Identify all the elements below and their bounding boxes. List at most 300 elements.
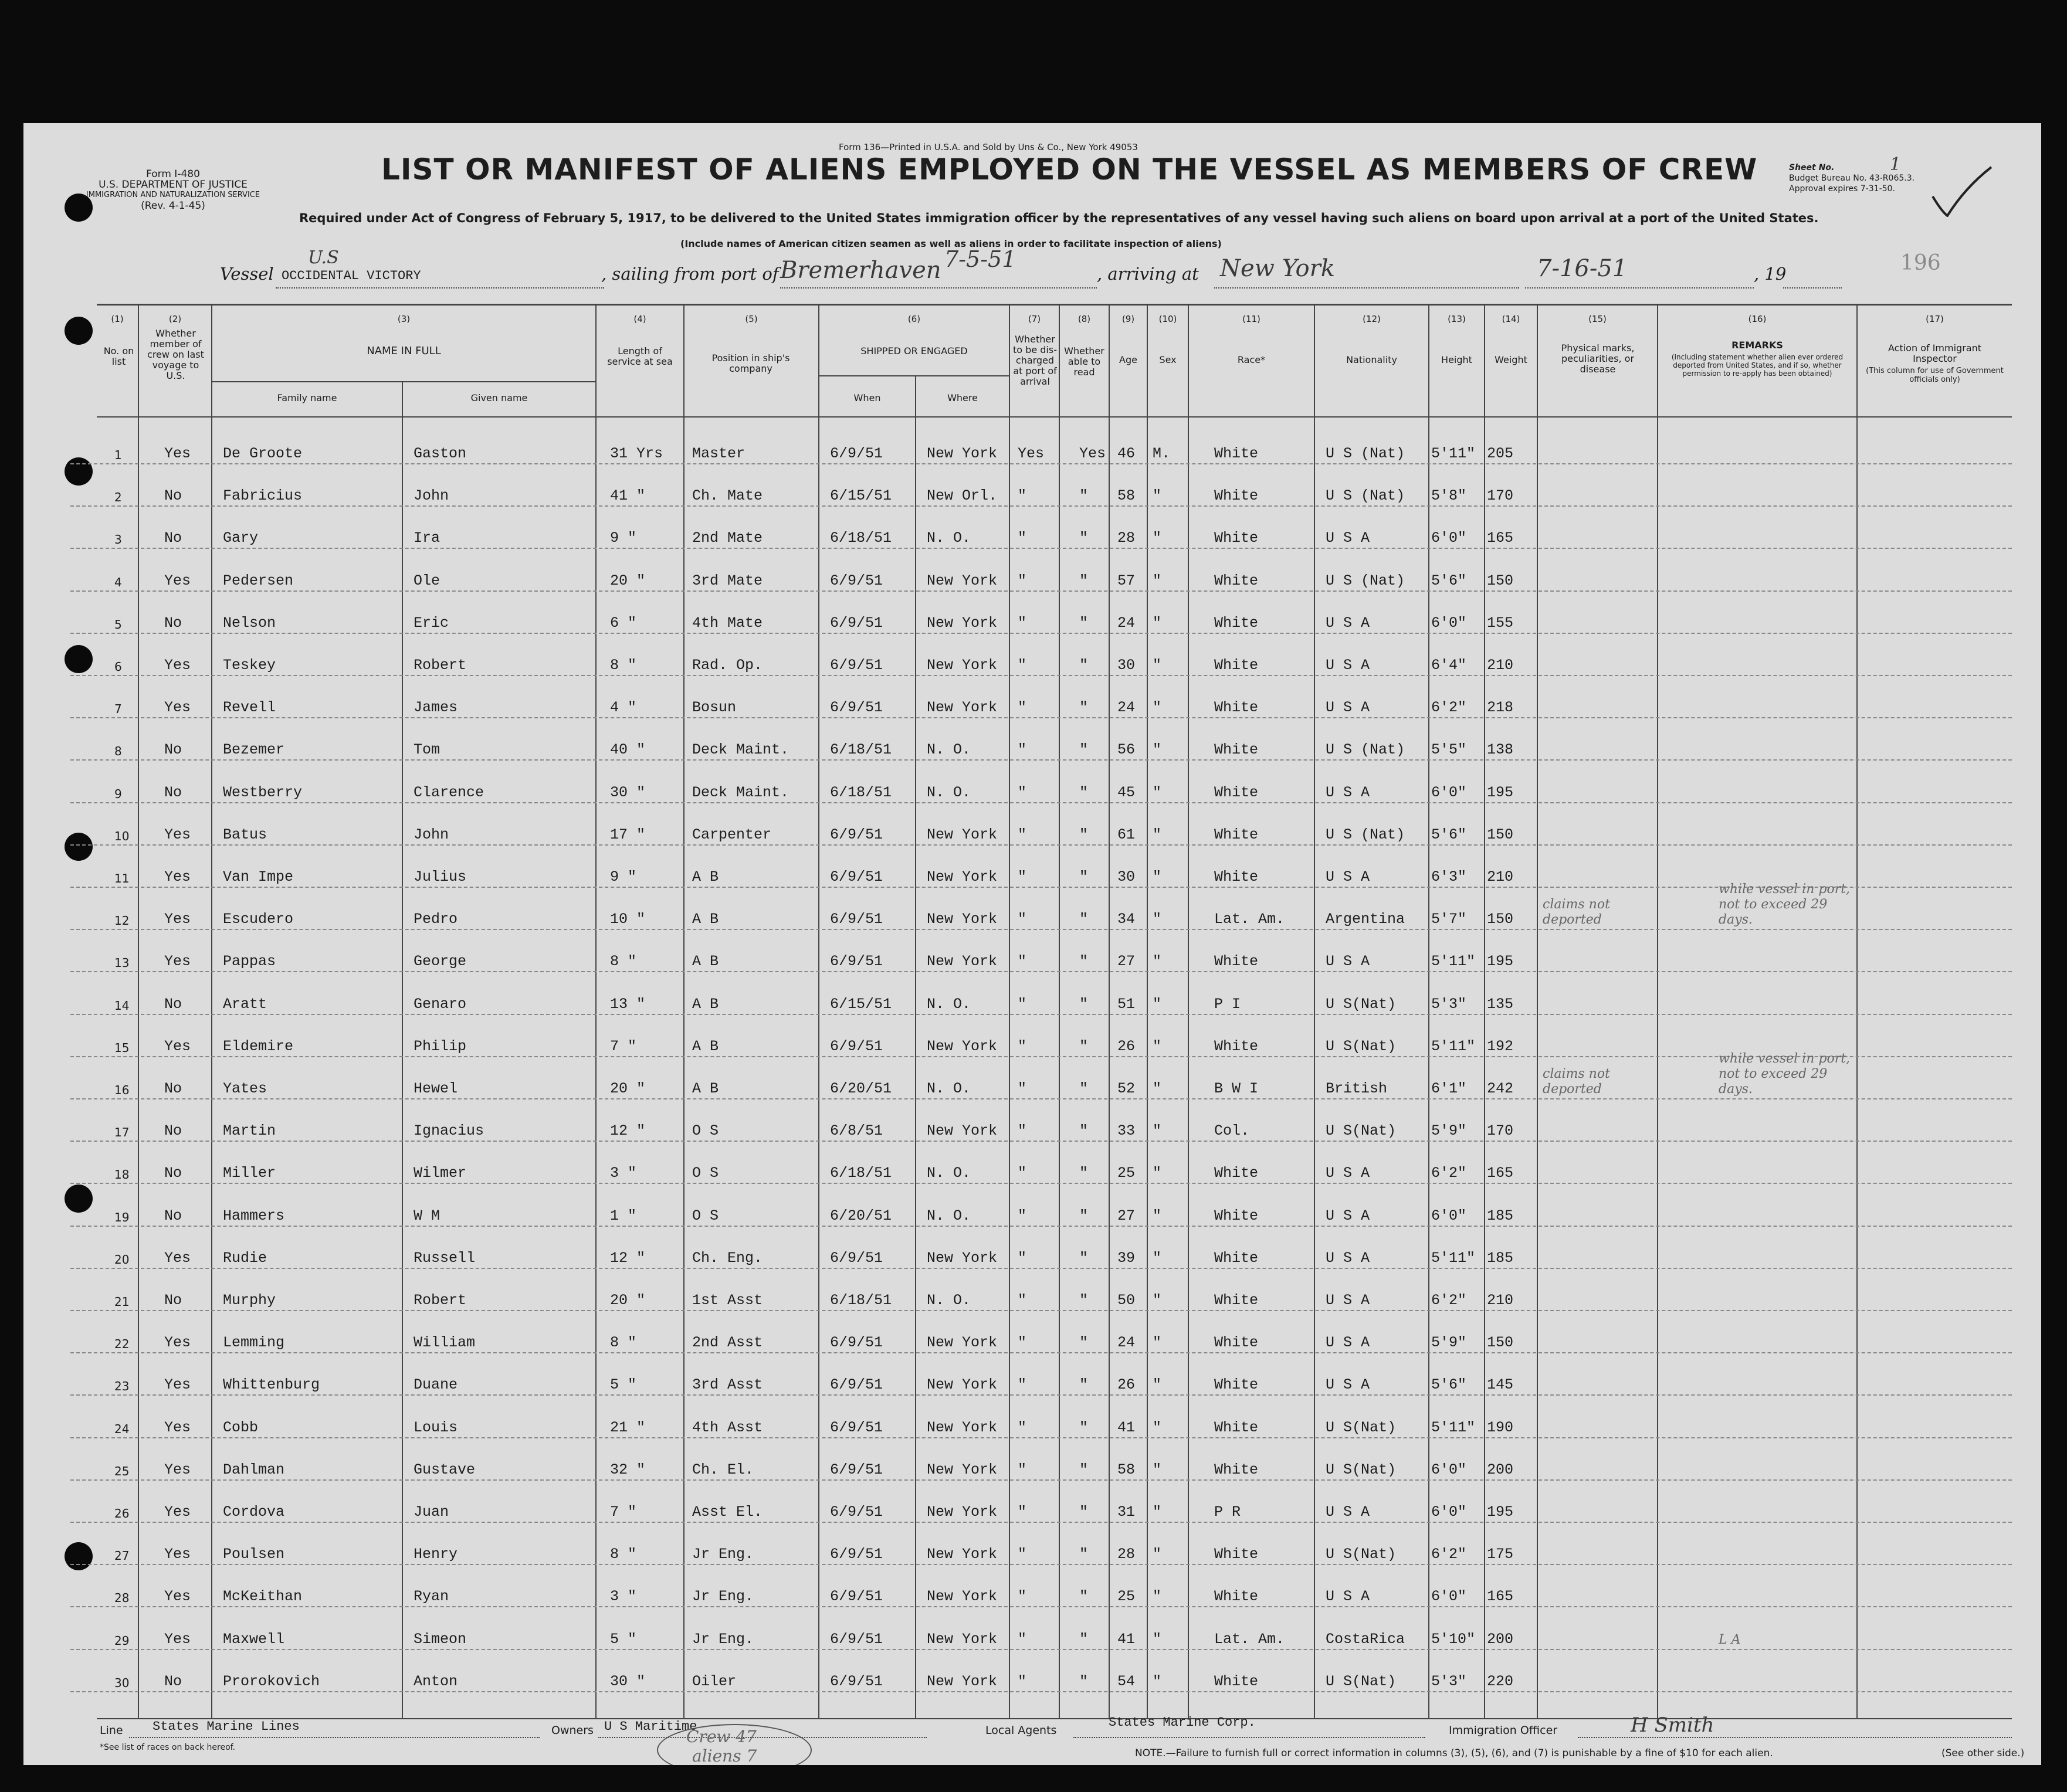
given-name: Duane xyxy=(414,1376,458,1394)
given-name: Simeon xyxy=(414,1630,467,1648)
height: 5'7" xyxy=(1431,911,1467,928)
vessel-label: Vessel xyxy=(220,264,274,284)
weight: 150 xyxy=(1487,826,1514,843)
crew-note-1: Crew 47 xyxy=(686,1727,757,1746)
row-number: 2 xyxy=(114,490,122,505)
sex: " xyxy=(1153,826,1162,843)
shipped-where: New Orl. xyxy=(927,487,998,505)
length-of-service: 30 " xyxy=(610,1672,646,1690)
able-to-read: " xyxy=(1079,868,1089,885)
sex: " xyxy=(1153,487,1162,505)
col-header-given: Given name xyxy=(470,392,528,403)
age: 57 xyxy=(1117,572,1136,589)
crew-previous-voyage: Yes xyxy=(164,1588,191,1606)
see-other-side: (See other side.) xyxy=(1941,1747,2025,1759)
row-number: 21 xyxy=(114,1295,130,1309)
length-of-service: 8 " xyxy=(610,953,637,970)
height: 5'9" xyxy=(1431,1334,1467,1352)
ship-position: Deck Maint. xyxy=(692,783,789,801)
shipped-where: New York xyxy=(927,1546,998,1563)
weight: 220 xyxy=(1487,1672,1514,1690)
crew-previous-voyage: No xyxy=(164,995,182,1013)
crew-previous-voyage: Yes xyxy=(164,657,191,674)
discharged-at-arrival: " xyxy=(1018,995,1027,1013)
table-row xyxy=(23,1614,2041,1655)
weight: 200 xyxy=(1487,1461,1514,1478)
table-row xyxy=(23,809,2041,850)
shipped-when: 6/9/51 xyxy=(830,1461,883,1478)
given-name: Tom xyxy=(414,741,440,759)
nationality: U S A xyxy=(1326,1376,1370,1394)
discharged-at-arrival: " xyxy=(1018,1249,1027,1267)
table-row xyxy=(23,1656,2041,1697)
table-row xyxy=(23,1317,2041,1358)
service: IMMIGRATION AND NATURALIZATION SERVICE xyxy=(86,191,260,199)
ship-position: 2nd Asst xyxy=(692,1334,763,1352)
remarks: while vessel in port, not to exceed 29 days. xyxy=(1719,882,1851,928)
given-name: Eric xyxy=(414,614,449,632)
ship-position: 4th Asst xyxy=(692,1418,763,1436)
sailing-port: Bremerhaven xyxy=(780,257,941,284)
crew-previous-voyage: Yes xyxy=(164,953,191,970)
discharged-at-arrival: " xyxy=(1018,1630,1027,1648)
approval-expiry: Approval expires 7-31-50. xyxy=(1789,184,1895,194)
col-header-where: Where xyxy=(947,392,978,403)
weight: 210 xyxy=(1487,657,1514,674)
printer-note: Form 136—Printed in U.S.A. and Sold by Uns & Co., New York 49053 xyxy=(839,142,1138,152)
given-name: George xyxy=(414,953,467,970)
discharged-at-arrival: " xyxy=(1018,487,1027,505)
length-of-service: 4 " xyxy=(610,699,637,717)
given-name: Henry xyxy=(414,1546,458,1563)
able-to-read: " xyxy=(1079,826,1089,843)
able-to-read: " xyxy=(1079,530,1089,547)
race: White xyxy=(1214,1672,1259,1690)
row-number: 8 xyxy=(114,744,122,759)
given-name: Gaston xyxy=(414,445,467,462)
col-num-13: (13) xyxy=(1448,314,1466,324)
sex: " xyxy=(1153,1376,1162,1394)
age: 24 xyxy=(1117,699,1136,717)
family-name: Batus xyxy=(223,826,267,843)
family-name: Prorokovich xyxy=(223,1672,320,1690)
sex: " xyxy=(1153,953,1162,970)
crew-note-2: aliens 7 xyxy=(692,1746,757,1765)
shipped-when: 6/15/51 xyxy=(830,995,892,1013)
race: White xyxy=(1214,1165,1259,1182)
sex: " xyxy=(1153,1334,1162,1352)
discharged-at-arrival: " xyxy=(1018,783,1027,801)
col-num-7: (7) xyxy=(1028,314,1041,324)
discharged-at-arrival: " xyxy=(1018,1376,1027,1394)
weight: 170 xyxy=(1487,487,1514,505)
nationality: U S A xyxy=(1326,1503,1370,1521)
col-num-3: (3) xyxy=(397,314,411,324)
given-name: Clarence xyxy=(414,783,484,801)
able-to-read: " xyxy=(1079,1461,1089,1478)
col-header-read: Whether able to read xyxy=(1064,345,1104,378)
sex: " xyxy=(1153,1630,1162,1648)
race: White xyxy=(1214,572,1259,589)
crew-previous-voyage: No xyxy=(164,1080,182,1097)
shipped-where: New York xyxy=(927,657,998,674)
shipped-when: 6/9/51 xyxy=(830,1376,883,1394)
subtitle-note: (Include names of American citizen seamen as well as aliens in order to facilitate inspection of aliens) xyxy=(680,238,1222,249)
stamp-number: 196 xyxy=(1900,251,1941,275)
able-to-read: " xyxy=(1079,741,1089,759)
weight: 145 xyxy=(1487,1376,1514,1394)
family-name: De Groote xyxy=(223,445,303,462)
shipped-when: 6/9/51 xyxy=(830,1418,883,1436)
department: U.S. DEPARTMENT OF JUSTICE xyxy=(99,179,248,191)
nationality: U S A xyxy=(1326,1334,1370,1352)
family-name: Van Impe xyxy=(223,868,294,885)
age: 33 xyxy=(1117,1122,1136,1140)
shipped-where: New York xyxy=(927,953,998,970)
checkmark-icon xyxy=(1930,164,1994,217)
length-of-service: 9 " xyxy=(610,530,637,547)
table-row xyxy=(23,767,2041,808)
age: 39 xyxy=(1117,1249,1136,1267)
shipped-where: New York xyxy=(927,1037,998,1055)
row-number: 25 xyxy=(114,1464,130,1478)
shipped-where: New York xyxy=(927,1461,998,1478)
table-row xyxy=(23,1105,2041,1146)
discharged-at-arrival: " xyxy=(1018,1588,1027,1606)
ship-position: Ch. Eng. xyxy=(692,1249,763,1267)
table-row xyxy=(23,1148,2041,1189)
table-row xyxy=(23,882,2041,935)
able-to-read: " xyxy=(1079,953,1089,970)
discharged-at-arrival: " xyxy=(1018,699,1027,717)
row-number: 22 xyxy=(114,1337,130,1352)
family-name: Escudero xyxy=(223,911,294,928)
row-number: 28 xyxy=(114,1591,130,1606)
col-header-nationality: Nationality xyxy=(1346,354,1397,365)
given-name: James xyxy=(414,699,458,717)
length-of-service: 5 " xyxy=(610,1630,637,1648)
crew-previous-voyage: Yes xyxy=(164,699,191,717)
given-name: Philip xyxy=(414,1037,467,1055)
row-number: 29 xyxy=(114,1633,130,1648)
shipped-when: 6/18/51 xyxy=(830,1292,892,1309)
shipped-when: 6/18/51 xyxy=(830,741,892,759)
row-number: 19 xyxy=(114,1210,130,1224)
length-of-service: 8 " xyxy=(610,657,637,674)
row-number: 3 xyxy=(114,532,122,547)
length-of-service: 9 " xyxy=(610,868,637,885)
discharged-at-arrival: " xyxy=(1018,1122,1027,1140)
col-header-name: NAME IN FULL xyxy=(367,345,441,357)
shipped-when: 6/9/51 xyxy=(830,1672,883,1690)
agents-value: States Marine Corp. xyxy=(1109,1715,1256,1730)
age: 26 xyxy=(1117,1037,1136,1055)
col-header-marks: Physical marks, peculiarities, or disease xyxy=(1561,342,1635,375)
nationality: U S A xyxy=(1326,530,1370,547)
sex: " xyxy=(1153,911,1162,928)
sex: " xyxy=(1153,783,1162,801)
given-name: John xyxy=(414,487,449,505)
age: 25 xyxy=(1117,1165,1136,1182)
race: White xyxy=(1214,1376,1259,1394)
table-row xyxy=(23,1402,2041,1443)
shipped-when: 6/9/51 xyxy=(830,911,883,928)
race: P I xyxy=(1214,995,1241,1013)
shipped-when: 6/15/51 xyxy=(830,487,892,505)
length-of-service: 7 " xyxy=(610,1503,637,1521)
family-name: Whittenburg xyxy=(223,1376,320,1394)
able-to-read: " xyxy=(1079,657,1089,674)
height: 5'11" xyxy=(1431,1037,1476,1055)
nationality: U S(Nat) xyxy=(1326,1546,1397,1563)
age: 58 xyxy=(1117,1461,1136,1478)
arriving-port: New York xyxy=(1220,255,1335,282)
length-of-service: 17 " xyxy=(610,826,646,843)
col-num-16: (16) xyxy=(1748,314,1767,324)
length-of-service: 41 " xyxy=(610,487,646,505)
family-name: Hammers xyxy=(223,1207,285,1224)
sex: " xyxy=(1153,1207,1162,1224)
weight: 195 xyxy=(1487,1503,1514,1521)
year-label: , 19 xyxy=(1754,264,1787,284)
height: 6'0" xyxy=(1431,1503,1467,1521)
shipped-when: 6/18/51 xyxy=(830,783,892,801)
ship-position: 4th Mate xyxy=(692,614,763,632)
age: 27 xyxy=(1117,1207,1136,1224)
height: 6'0" xyxy=(1431,783,1467,801)
able-to-read: " xyxy=(1079,1630,1089,1648)
ship-position: Ch. El. xyxy=(692,1461,754,1478)
discharged-at-arrival: " xyxy=(1018,1461,1027,1478)
sex: " xyxy=(1153,868,1162,885)
race: White xyxy=(1214,1207,1259,1224)
table-row xyxy=(23,1275,2041,1316)
crew-previous-voyage: No xyxy=(164,741,182,759)
weight: 150 xyxy=(1487,911,1514,928)
given-name: Ole xyxy=(414,572,440,589)
nationality: U S(Nat) xyxy=(1326,1122,1397,1140)
manifest-sheet xyxy=(23,123,2041,1765)
row-number: 26 xyxy=(114,1506,130,1521)
height: 5'11" xyxy=(1431,1249,1476,1267)
family-name: Gary xyxy=(223,530,259,547)
length-of-service: 31 Yrs xyxy=(610,445,663,462)
shipped-where: New York xyxy=(927,572,998,589)
shipped-where: New York xyxy=(927,826,998,843)
age: 54 xyxy=(1117,1672,1136,1690)
shipped-when: 6/9/51 xyxy=(830,1546,883,1563)
nationality: U S A xyxy=(1326,699,1370,717)
discharged-at-arrival: " xyxy=(1018,572,1027,589)
nationality: Argentina xyxy=(1326,911,1405,928)
crew-previous-voyage: Yes xyxy=(164,1546,191,1563)
family-name: Cordova xyxy=(223,1503,285,1521)
weight: 195 xyxy=(1487,783,1514,801)
race: Lat. Am. xyxy=(1214,911,1285,928)
age: 26 xyxy=(1117,1376,1136,1394)
line-value: States Marine Lines xyxy=(153,1719,300,1734)
col-header-shipped: SHIPPED OR ENGAGED xyxy=(860,345,968,357)
able-to-read: " xyxy=(1079,1334,1089,1352)
sex: " xyxy=(1153,1461,1162,1478)
shipped-where: New York xyxy=(927,911,998,928)
shipped-when: 6/9/51 xyxy=(830,572,883,589)
row-number: 9 xyxy=(114,786,122,801)
family-name: Nelson xyxy=(223,614,276,632)
height: 5'9" xyxy=(1431,1122,1467,1140)
shipped-where: N. O. xyxy=(927,741,971,759)
ship-position: Asst El. xyxy=(692,1503,763,1521)
shipped-when: 6/20/51 xyxy=(830,1080,892,1097)
remarks: while vessel in port, not to exceed 29 days. xyxy=(1719,1051,1851,1097)
crew-previous-voyage: Yes xyxy=(164,1249,191,1267)
nationality: U S(Nat) xyxy=(1326,1461,1397,1478)
shipped-where: N. O. xyxy=(927,1207,971,1224)
race: White xyxy=(1214,741,1259,759)
ship-position: O S xyxy=(692,1207,719,1224)
crew-previous-voyage: Yes xyxy=(164,1376,191,1394)
nationality: U S A xyxy=(1326,657,1370,674)
table-row xyxy=(23,640,2041,681)
crew-previous-voyage: Yes xyxy=(164,868,191,885)
col-num-10: (10) xyxy=(1158,314,1177,324)
discharged-at-arrival: " xyxy=(1018,1334,1027,1352)
height: 6'0" xyxy=(1431,614,1467,632)
shipped-when: 6/18/51 xyxy=(830,530,892,547)
col-num-14: (14) xyxy=(1502,314,1520,324)
ship-position: A B xyxy=(692,953,719,970)
race: White xyxy=(1214,1037,1259,1055)
discharged-at-arrival: " xyxy=(1018,826,1027,843)
age: 58 xyxy=(1117,487,1136,505)
given-name: Gustave xyxy=(414,1461,476,1478)
row-number: 5 xyxy=(114,617,122,632)
col-header-when: When xyxy=(853,392,881,403)
nationality: U S(Nat) xyxy=(1326,1037,1397,1055)
races-note: *See list of races on back hereof. xyxy=(100,1743,235,1752)
shipped-when: 6/9/51 xyxy=(830,1037,883,1055)
sex: " xyxy=(1153,1249,1162,1267)
row-number: 24 xyxy=(114,1421,130,1436)
weight: 200 xyxy=(1487,1630,1514,1648)
height: 5'11" xyxy=(1431,1418,1476,1436)
able-to-read: " xyxy=(1079,572,1089,589)
age: 31 xyxy=(1117,1503,1136,1521)
given-name: Ira xyxy=(414,530,440,547)
given-name: Hewel xyxy=(414,1080,458,1097)
table-row xyxy=(23,682,2041,723)
ship-position: 3rd Mate xyxy=(692,572,763,589)
ship-position: O S xyxy=(692,1122,719,1140)
length-of-service: 20 " xyxy=(610,1292,646,1309)
col-num-4: (4) xyxy=(633,314,646,324)
sex: " xyxy=(1153,657,1162,674)
col-num-9: (9) xyxy=(1121,314,1135,324)
weight: 165 xyxy=(1487,1165,1514,1182)
able-to-read: " xyxy=(1079,1672,1089,1690)
crew-previous-voyage: No xyxy=(164,1207,182,1224)
weight: 210 xyxy=(1487,1292,1514,1309)
age: 56 xyxy=(1117,741,1136,759)
ship-position: A B xyxy=(692,1037,719,1055)
sex: " xyxy=(1153,1588,1162,1606)
race: White xyxy=(1214,1588,1259,1606)
family-name: Poulsen xyxy=(223,1546,285,1563)
discharged-at-arrival: " xyxy=(1018,614,1027,632)
able-to-read: " xyxy=(1079,783,1089,801)
officer-label: Immigration Officer xyxy=(1449,1724,1558,1737)
discharged-at-arrival: " xyxy=(1018,1292,1027,1309)
discharged-at-arrival: " xyxy=(1018,1037,1027,1055)
ship-position: Oiler xyxy=(692,1672,737,1690)
age: 41 xyxy=(1117,1418,1136,1436)
nationality: CostaRica xyxy=(1326,1630,1405,1648)
ship-position: Bosun xyxy=(692,699,737,717)
age: 61 xyxy=(1117,826,1136,843)
sheet-value: 1 xyxy=(1889,154,1901,175)
table-row xyxy=(23,1359,2041,1400)
crew-previous-voyage: Yes xyxy=(164,1461,191,1478)
row-number: 20 xyxy=(114,1252,130,1267)
given-name: William xyxy=(414,1334,476,1352)
age: 51 xyxy=(1117,995,1136,1013)
able-to-read: " xyxy=(1079,1207,1089,1224)
ship-position: 3rd Asst xyxy=(692,1376,763,1394)
given-name: Louis xyxy=(414,1418,458,1436)
sex: " xyxy=(1153,614,1162,632)
race: White xyxy=(1214,1292,1259,1309)
row-number: 17 xyxy=(114,1125,130,1140)
table-row xyxy=(23,1190,2041,1231)
family-name: Revell xyxy=(223,699,276,717)
nationality: U S(Nat) xyxy=(1326,995,1397,1013)
age: 27 xyxy=(1117,953,1136,970)
crew-previous-voyage: No xyxy=(164,487,182,505)
able-to-read: " xyxy=(1079,1080,1089,1097)
crew-previous-voyage: Yes xyxy=(164,1334,191,1352)
nationality: U S A xyxy=(1326,614,1370,632)
ship-position: Jr Eng. xyxy=(692,1546,754,1563)
race: Col. xyxy=(1214,1122,1250,1140)
col-num-12: (12) xyxy=(1363,314,1381,324)
nationality: U S (Nat) xyxy=(1326,487,1405,505)
family-name: Cobb xyxy=(223,1418,259,1436)
col-num-17: (17) xyxy=(1926,314,1944,324)
weight: 170 xyxy=(1487,1122,1514,1140)
given-name: Julius xyxy=(414,868,467,885)
nationality: U S A xyxy=(1326,953,1370,970)
discharged-at-arrival: " xyxy=(1018,953,1027,970)
nationality: U S(Nat) xyxy=(1326,1418,1397,1436)
budget-number: Budget Bureau No. 43-R065.3. xyxy=(1789,174,1915,183)
col-num-11: (11) xyxy=(1242,314,1260,324)
weight: 190 xyxy=(1487,1418,1514,1436)
table-row xyxy=(23,428,2041,469)
crew-previous-voyage: Yes xyxy=(164,1503,191,1521)
weight: 192 xyxy=(1487,1037,1514,1055)
length-of-service: 13 " xyxy=(610,995,646,1013)
shipped-when: 6/9/51 xyxy=(830,699,883,717)
discharged-at-arrival: " xyxy=(1018,1672,1027,1690)
sailing-label: , sailing from port of xyxy=(601,264,779,284)
length-of-service: 3 " xyxy=(610,1588,637,1606)
length-of-service: 32 " xyxy=(610,1461,646,1478)
sex: " xyxy=(1153,1165,1162,1182)
family-name: Murphy xyxy=(223,1292,276,1309)
shipped-where: N. O. xyxy=(927,1292,971,1309)
age: 25 xyxy=(1117,1588,1136,1606)
length-of-service: 12 " xyxy=(610,1122,646,1140)
